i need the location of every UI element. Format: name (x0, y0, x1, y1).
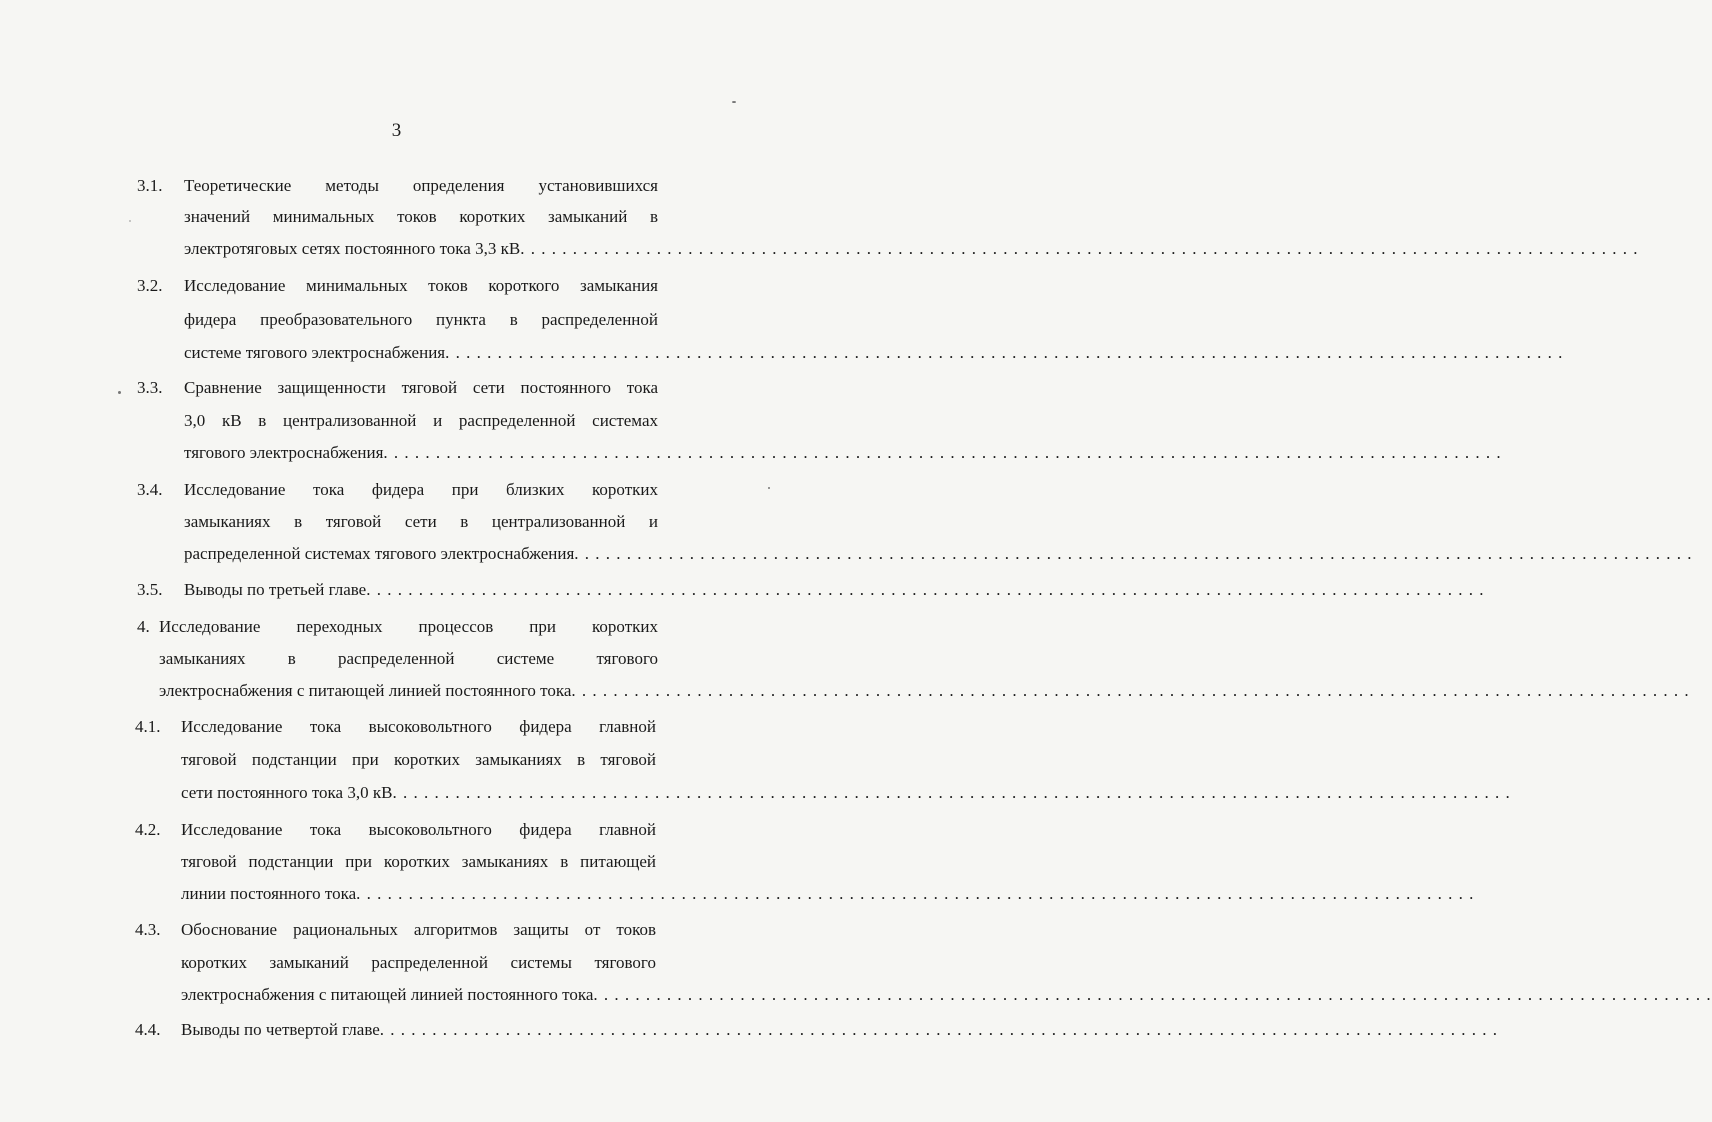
toc-leader-dots: . . . . . . . . . . . . . . . . . . . . . . . . . . . . . . . . . . . . . . . . . . . . . . . . . . . . . . . . . . . . . . . . . . . . . . . . . . . . . . . . . . . . . . . . . . . . . . . . . . . . . . . . . . . (383, 443, 1502, 462)
toc-entry-title-end: тягового электроснабжения (184, 443, 384, 462)
toc-entry-line (184, 339, 1564, 367)
scan-speck (768, 487, 770, 489)
toc-entry-line (181, 1016, 1499, 1044)
toc-entry-title-end: сети постоянного тока 3,0 кВ (181, 783, 393, 802)
toc-entry-line: Исследование тока фидера при близких коротких (184, 480, 658, 499)
toc-entry-line: тяговой подстанции при коротких замыканиях в питающей (181, 852, 656, 871)
scan-speck (732, 101, 736, 103)
toc-entry-line (181, 779, 1511, 807)
toc-entry-line (184, 576, 1485, 604)
toc-entry-line: замыканиях в тяговой сети в централизованной и (184, 512, 658, 531)
toc-entry-line (184, 235, 1639, 263)
toc-entry-line: тяговой подстанции при коротких замыканиях в тяговой (181, 750, 656, 769)
toc-entry-title-end: системе тягового электроснабжения (184, 343, 446, 362)
toc-entry-line: Сравнение защищенности тяговой сети постоянного тока (184, 378, 658, 397)
scan-speck (118, 391, 121, 394)
toc-entry-line: 3,0 кВ в централизованной и распределенной системах (184, 411, 658, 430)
toc-entry-title-end: электроснабжения с питающей линией постоянного тока (181, 985, 594, 1004)
toc-entry-line (184, 439, 1502, 467)
toc-entry-title-end: линии постоянного тока (181, 884, 357, 903)
page-number: 3 (391, 120, 402, 141)
toc-entry-title-end: электроснабжения с питающей линией постоянного тока (159, 681, 572, 700)
toc-entry-number: 4.1. (135, 717, 161, 736)
toc-entry-title-end: Выводы по четвертой главе (181, 1020, 380, 1039)
toc-entry-number: 3.2. (137, 276, 163, 295)
toc-leader-dots: . . . . . . . . . . . . . . . . . . . . . . . . . . . . . . . . . . . . . . . . . . . . . . . . . . . . . . . . . . . . . . . . . . . . . . . . . . . . . . . . . . . . . . . . . . . . . . . . . . . . . . . . . . . (379, 1020, 1499, 1039)
toc-entry-number: 4.4. (135, 1020, 161, 1039)
toc-entry-line: Исследование минимальных токов короткого замыкания (184, 276, 658, 295)
toc-entry-line (181, 880, 1475, 908)
toc-entry-line: фидера преобразовательного пункта в распределенной (184, 310, 658, 329)
toc-entry-number: 4.3. (135, 920, 161, 939)
toc-entry-number: 3.3. (137, 378, 163, 397)
toc-entry-line: Теоретические методы определения установившихся (184, 176, 658, 195)
toc-entry-line: Обоснование рациональных алгоритмов защиты от токов (181, 920, 656, 939)
toc-entry-line: коротких замыканий распределенной системы тягового (181, 953, 656, 972)
toc-entry-title-end: электротяговых сетях постоянного тока 3,3 кВ (184, 239, 521, 258)
toc-leader-dots: . . . . . . . . . . . . . . . . . . . . . . . . . . . . . . . . . . . . . . . . . . . . . . . . . . . . . . . . . . . . . . . . . . . . . . . . . . . . . . . . . . . . . . . . . . . . . . . . . . . . . . . . . . . (574, 544, 1693, 563)
toc-entry-line: замыканиях в распределенной системе тягового (159, 649, 658, 668)
toc-entry-number: 3.1. (137, 176, 163, 195)
toc-leader-dots: . . . . . . . . . . . . . . . . . . . . . . . . . . . . . . . . . . . . . . . . . . . . . . . . . . . . . . . . . . . . . . . . . . . . . . . . . . . . . . . . . . . . . . . . . . . . . . . . . . . . . . . . . . . (366, 580, 1485, 599)
toc-leader-dots: . . . . . . . . . . . . . . . . . . . . . . . . . . . . . . . . . . . . . . . . . . . . . . . . . . . . . . . . . . . . . . . . . . . . . . . . . . . . . . . . . . . . . . . . . . . . . . . . . . . . . . . . . . . (593, 985, 1712, 1004)
toc-leader-dots: . . . . . . . . . . . . . . . . . . . . . . . . . . . . . . . . . . . . . . . . . . . . . . . . . . . . . . . . . . . . . . . . . . . . . . . . . . . . . . . . . . . . . . . . . . . . . . . . . . . . . . . . . . . (571, 681, 1690, 700)
toc-leader-dots: . . . . . . . . . . . . . . . . . . . . . . . . . . . . . . . . . . . . . . . . . . . . . . . . . . . . . . . . . . . . . . . . . . . . . . . . . . . . . . . . . . . . . . . . . . . . . . . . . . . . . . . . . . . (520, 239, 1639, 258)
toc-entry-number: 3.5. (137, 580, 163, 599)
toc-leader-dots: . . . . . . . . . . . . . . . . . . . . . . . . . . . . . . . . . . . . . . . . . . . . . . . . . . . . . . . . . . . . . . . . . . . . . . . . . . . . . . . . . . . . . . . . . . . . . . . . . . . . . . . . . . . (356, 884, 1475, 903)
toc-entry-line: Исследование тока высоковольтного фидера главной (181, 717, 656, 736)
toc-entry-number: 4.2. (135, 820, 161, 839)
toc-entry-title-end: распределенной системах тягового электроснабжения (184, 544, 575, 563)
toc-entry-line: Исследование тока высоковольтного фидера главной (181, 820, 656, 839)
toc-entry-line (181, 981, 1712, 1009)
toc-entry-line (159, 677, 1690, 705)
toc-entry-title-end: Выводы по третьей главе (184, 580, 367, 599)
toc-entry-line (184, 540, 1693, 568)
scan-speck (129, 220, 131, 222)
toc-entry-line: значений минимальных токов коротких замыканий в (184, 207, 658, 226)
toc-leader-dots: . . . . . . . . . . . . . . . . . . . . . . . . . . . . . . . . . . . . . . . . . . . . . . . . . . . . . . . . . . . . . . . . . . . . . . . . . . . . . . . . . . . . . . . . . . . . . . . . . . . . . . . . . . . (445, 343, 1564, 362)
toc-leader-dots: . . . . . . . . . . . . . . . . . . . . . . . . . . . . . . . . . . . . . . . . . . . . . . . . . . . . . . . . . . . . . . . . . . . . . . . . . . . . . . . . . . . . . . . . . . . . . . . . . . . . . . . . . . . (392, 783, 1511, 802)
toc-entry-number: 3.4. (137, 480, 163, 499)
toc-entry-number: 4. (137, 617, 150, 636)
toc-entry-line: Исследование переходных процессов при коротких (159, 617, 658, 636)
